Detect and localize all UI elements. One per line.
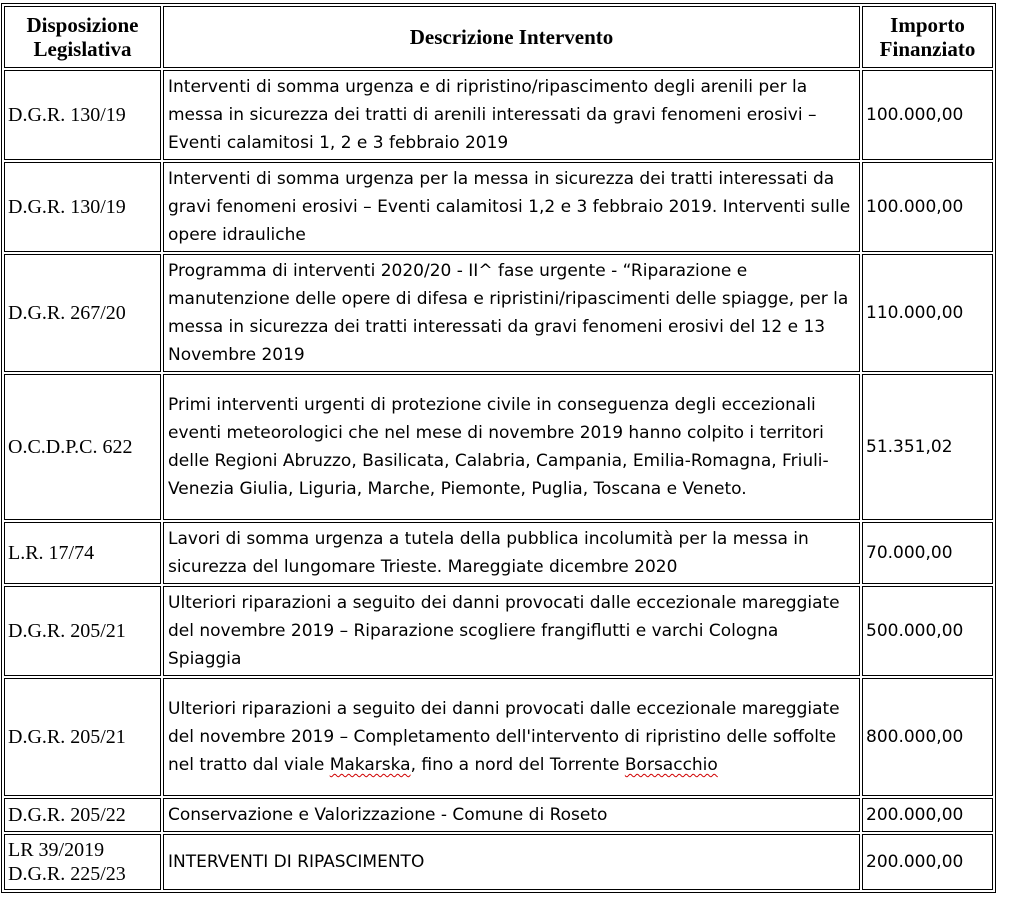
disposizione-cell: D.G.R. 205/22: [4, 798, 161, 832]
importo-cell: 200.000,00: [862, 834, 993, 890]
descrizione-cell: Interventi di somma urgenza per la messa in sicurezza dei tratti interessati da gravi fenomeni erosivi – Eventi calamitosi 1,2 e 3 febbraio 2019. Interventi sulle opere idrauliche: [163, 162, 860, 252]
importo-cell: 110.000,00: [862, 254, 993, 372]
importo-cell: 500.000,00: [862, 586, 993, 676]
disposizione-cell: O.C.D.P.C. 622: [4, 374, 161, 520]
importo-cell: 100.000,00: [862, 70, 993, 160]
disposizione-cell: [4, 834, 161, 890]
importo-cell: 200.000,00: [862, 798, 993, 832]
header-importo-line-1: Importo: [890, 13, 965, 37]
header-disposizione-line-2: Legislativa: [33, 37, 132, 61]
header-importo-line-2: Finanziato: [879, 37, 976, 61]
disposizione-line-2: D.G.R. 225/23: [8, 863, 126, 885]
descrizione-cell: Primi interventi urgenti di protezione civile in conseguenza degli eccezionali eventi meteorologici che nel mese di novembre 2019 hanno colpito i territori delle Regioni Abruzzo, Basilicata, Calabria, Campania, Emilia-Romagna, Friuli-Venezia Giulia, Liguria, Marche, Piemonte, Puglia, Toscana e Veneto.: [163, 374, 860, 520]
header-importo: [862, 6, 993, 68]
importo-cell: 800.000,00: [862, 678, 993, 796]
disposizione-cell: D.G.R. 205/21: [4, 678, 161, 796]
table-row: [4, 162, 993, 252]
table-row: [4, 834, 993, 890]
header-descrizione: Descrizione Intervento: [163, 6, 860, 68]
interventions-table: [1, 3, 996, 893]
spellcheck-underline: Borsacchio: [624, 755, 718, 775]
header-disposizione-line-1: Disposizione: [26, 13, 139, 37]
table-row: [4, 798, 993, 832]
importo-cell: 70.000,00: [862, 522, 993, 584]
disposizione-cell: D.G.R. 130/19: [4, 162, 161, 252]
descrizione-cell: Ulteriori riparazioni a seguito dei danni provocati dalle eccezionale mareggiate del novembre 2019 – Riparazione scogliere frangiflutti e varchi Cologna Spiaggia: [163, 586, 860, 676]
disposizione-cell: D.G.R. 267/20: [4, 254, 161, 372]
importo-cell: 51.351,02: [862, 374, 993, 520]
disposizione-cell: L.R. 17/74: [4, 522, 161, 584]
header-disposizione: [4, 6, 161, 68]
disposizione-line-1: LR 39/2019: [8, 839, 105, 861]
table-row: [4, 678, 993, 796]
descrizione-cell: Programma di interventi 2020/20 - II^ fase urgente - “Riparazione e manutenzione delle opere di difesa e ripristini/ripascimenti delle spiagge, per la messa in sicurezza dei tratti interessati da gravi fenomeni erosivi del 12 e 13 Novembre 2019: [163, 254, 860, 372]
disposizione-cell: D.G.R. 130/19: [4, 70, 161, 160]
descrizione-cell: INTERVENTI DI RIPASCIMENTO: [163, 834, 860, 890]
table-row: [4, 586, 993, 676]
table-row: [4, 374, 993, 520]
table-row: [4, 254, 993, 372]
header-row: [4, 6, 993, 68]
descrizione-cell: Conservazione e Valorizzazione - Comune di Roseto: [163, 798, 860, 832]
table-row: [4, 70, 993, 160]
descrizione-cell: Ulteriori riparazioni a seguito dei danni provocati dalle eccezionale mareggiate del novembre 2019 – Completamento dell'intervento di ripristino delle soffolte nel tratto dal viale Makarska, fino a nord del Torrente Borsacchio: [163, 678, 860, 796]
spellcheck-underline: Makarska: [329, 755, 411, 775]
descrizione-cell: Lavori di somma urgenza a tutela della pubblica incolumità per la messa in sicurezza del lungomare Trieste. Mareggiate dicembre 2020: [163, 522, 860, 584]
table-row: [4, 522, 993, 584]
descrizione-cell: Interventi di somma urgenza e di ripristino/ripascimento degli arenili per la messa in sicurezza dei tratti di arenili interessati da gravi fenomeni erosivi – Eventi calamitosi 1, 2 e 3 febbraio 2019: [163, 70, 860, 160]
importo-cell: 100.000,00: [862, 162, 993, 252]
disposizione-cell: D.G.R. 205/21: [4, 586, 161, 676]
